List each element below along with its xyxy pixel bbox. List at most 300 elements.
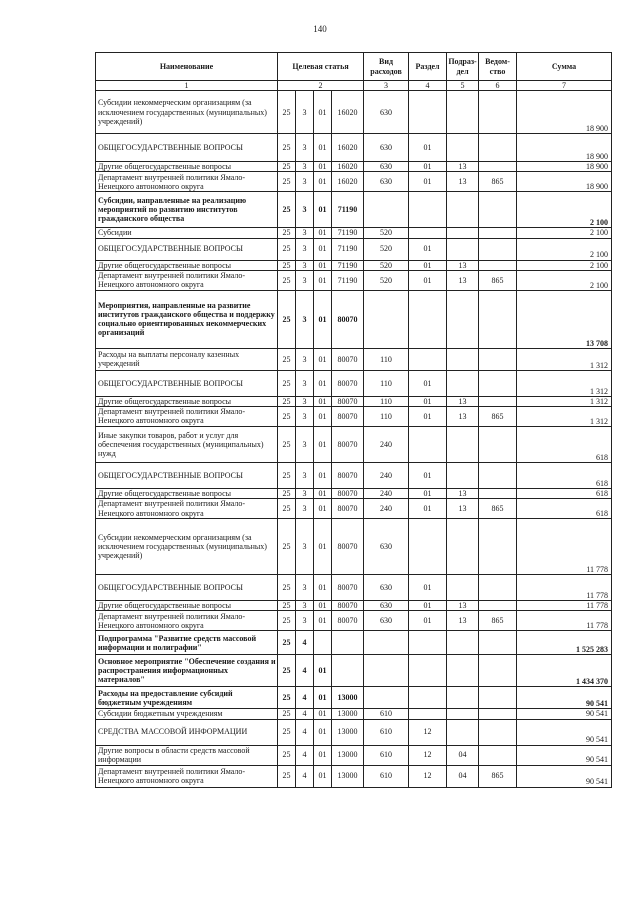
section-code: 01	[409, 134, 447, 162]
header-section: Раздел	[409, 53, 447, 81]
expense-type: 240	[364, 488, 409, 498]
target-code-1: 25	[278, 655, 296, 687]
subsection-code: 13	[447, 488, 479, 498]
target-code-4: 16020	[332, 91, 364, 134]
target-code-3: 01	[314, 91, 332, 134]
target-code-2: 3	[296, 488, 314, 498]
department-code	[479, 348, 517, 370]
amount: 18 900	[517, 172, 612, 192]
section-code: 12	[409, 719, 447, 745]
target-code-3: 01	[314, 611, 332, 631]
amount: 90 541	[517, 687, 612, 709]
department-code	[479, 192, 517, 228]
expense-type: 240	[364, 462, 409, 488]
subsection-code: 13	[447, 406, 479, 426]
department-code: 865	[479, 172, 517, 192]
target-code-1: 25	[278, 745, 296, 765]
page-number: 140	[313, 24, 327, 34]
target-code-1: 25	[278, 406, 296, 426]
expense-type: 110	[364, 370, 409, 396]
target-code-1: 25	[278, 290, 296, 348]
target-code-4	[332, 655, 364, 687]
row-name: Субсидии, направленные на реализацию мероприятий по развитию институтов гражданского общества	[96, 192, 278, 228]
department-code	[479, 687, 517, 709]
table-row	[96, 575, 612, 601]
expense-type: 520	[364, 238, 409, 260]
target-code-1: 25	[278, 228, 296, 238]
column-number: 4	[409, 81, 447, 91]
target-code-1: 25	[278, 765, 296, 787]
target-code-4: 80070	[332, 370, 364, 396]
target-code-3: 01	[314, 719, 332, 745]
department-code	[479, 462, 517, 488]
target-code-4: 16020	[332, 134, 364, 162]
target-code-2: 3	[296, 611, 314, 631]
row-name: ОБЩЕГОСУДАРСТВЕННЫЕ ВОПРОСЫ	[96, 134, 278, 162]
amount: 18 900	[517, 162, 612, 172]
row-name: Основное мероприятие "Обеспечение создания и распространения информационных материалов"	[96, 655, 278, 687]
subsection-code	[447, 519, 479, 575]
target-code-1: 25	[278, 396, 296, 406]
section-code: 01	[409, 462, 447, 488]
department-code	[479, 260, 517, 270]
row-name: Департамент внутренней политики Ямало-Ненецкого автономного округа	[96, 270, 278, 290]
target-code-3: 01	[314, 134, 332, 162]
expense-type: 630	[364, 134, 409, 162]
subsection-code: 13	[447, 260, 479, 270]
table-row	[96, 709, 612, 719]
target-code-3: 01	[314, 396, 332, 406]
department-code	[479, 370, 517, 396]
section-code: 01	[409, 499, 447, 519]
section-code	[409, 426, 447, 462]
target-code-2: 3	[296, 575, 314, 601]
target-code-2: 3	[296, 192, 314, 228]
row-name: Другие общегосударственные вопросы	[96, 260, 278, 270]
target-code-3: 01	[314, 655, 332, 687]
target-code-1: 25	[278, 192, 296, 228]
target-code-1: 25	[278, 91, 296, 134]
target-code-1: 25	[278, 238, 296, 260]
amount: 11 778	[517, 601, 612, 611]
target-code-2: 3	[296, 260, 314, 270]
target-code-4: 80070	[332, 406, 364, 426]
target-code-4: 71190	[332, 260, 364, 270]
expense-type: 630	[364, 601, 409, 611]
table-row	[96, 192, 612, 228]
section-code: 01	[409, 396, 447, 406]
amount: 90 541	[517, 709, 612, 719]
table-row	[96, 134, 612, 162]
target-code-4: 13000	[332, 709, 364, 719]
row-name: Субсидии некоммерческим организациям (за исключением государственных (муниципальных) учреждений)	[96, 519, 278, 575]
row-name: СРЕДСТВА МАССОВОЙ ИНФОРМАЦИИ	[96, 719, 278, 745]
target-code-3: 01	[314, 499, 332, 519]
target-code-3: 01	[314, 162, 332, 172]
target-code-1: 25	[278, 519, 296, 575]
column-number: 7	[517, 81, 612, 91]
target-code-4: 71190	[332, 238, 364, 260]
row-name: Департамент внутренней политики Ямало-Ненецкого автономного округа	[96, 611, 278, 631]
amount: 90 541	[517, 745, 612, 765]
department-code: 865	[479, 611, 517, 631]
department-code	[479, 238, 517, 260]
expense-type: 630	[364, 162, 409, 172]
target-code-3: 01	[314, 687, 332, 709]
table-row	[96, 488, 612, 498]
department-code: 865	[479, 765, 517, 787]
row-name: Департамент внутренней политики Ямало-Ненецкого автономного округа	[96, 406, 278, 426]
target-code-4: 80070	[332, 601, 364, 611]
amount: 90 541	[517, 765, 612, 787]
table-row	[96, 655, 612, 687]
department-code: 865	[479, 406, 517, 426]
section-code: 01	[409, 260, 447, 270]
subsection-code	[447, 370, 479, 396]
target-code-2: 3	[296, 162, 314, 172]
table-row	[96, 426, 612, 462]
target-code-3: 01	[314, 709, 332, 719]
subsection-code: 13	[447, 162, 479, 172]
target-code-1: 25	[278, 719, 296, 745]
subsection-code	[447, 348, 479, 370]
target-code-2: 3	[296, 396, 314, 406]
amount: 11 778	[517, 611, 612, 631]
section-code: 01	[409, 406, 447, 426]
table-row	[96, 499, 612, 519]
target-code-3: 01	[314, 238, 332, 260]
subsection-code	[447, 462, 479, 488]
row-name: Другие вопросы в области средств массовой информации	[96, 745, 278, 765]
table-row	[96, 519, 612, 575]
target-code-4: 16020	[332, 162, 364, 172]
section-code: 01	[409, 370, 447, 396]
target-code-2: 4	[296, 709, 314, 719]
amount: 11 778	[517, 519, 612, 575]
row-name: Департамент внутренней политики Ямало-Ненецкого автономного округа	[96, 499, 278, 519]
section-code	[409, 348, 447, 370]
expense-type	[364, 631, 409, 655]
target-code-4: 80070	[332, 575, 364, 601]
table-row	[96, 631, 612, 655]
table-row	[96, 406, 612, 426]
department-code	[479, 488, 517, 498]
table-row	[96, 719, 612, 745]
department-code: 865	[479, 270, 517, 290]
target-code-3: 01	[314, 290, 332, 348]
subsection-code	[447, 134, 479, 162]
target-code-1: 25	[278, 134, 296, 162]
header-target: Целевая статья	[278, 53, 364, 81]
section-code: 01	[409, 172, 447, 192]
amount: 1 312	[517, 370, 612, 396]
amount: 618	[517, 499, 612, 519]
table-row	[96, 270, 612, 290]
table-row	[96, 396, 612, 406]
target-code-4: 80070	[332, 462, 364, 488]
target-code-4: 71190	[332, 270, 364, 290]
header-dept: Ведом-ство	[479, 53, 517, 81]
target-code-4: 80070	[332, 290, 364, 348]
section-code: 01	[409, 238, 447, 260]
row-name: ОБЩЕГОСУДАРСТВЕННЫЕ ВОПРОСЫ	[96, 370, 278, 396]
expense-type: 630	[364, 519, 409, 575]
subsection-code	[447, 655, 479, 687]
target-code-3: 01	[314, 575, 332, 601]
target-code-3: 01	[314, 406, 332, 426]
department-code: 865	[479, 499, 517, 519]
table-row	[96, 172, 612, 192]
target-code-3: 01	[314, 488, 332, 498]
section-code: 01	[409, 488, 447, 498]
target-code-3: 01	[314, 519, 332, 575]
subsection-code: 13	[447, 396, 479, 406]
target-code-3: 01	[314, 462, 332, 488]
table-row	[96, 162, 612, 172]
section-code	[409, 655, 447, 687]
target-code-2: 4	[296, 719, 314, 745]
table-row	[96, 91, 612, 134]
amount: 1 525 283	[517, 631, 612, 655]
amount: 11 778	[517, 575, 612, 601]
amount: 90 541	[517, 719, 612, 745]
subsection-code	[447, 192, 479, 228]
column-number: 5	[447, 81, 479, 91]
row-name: Субсидии бюджетным учреждениям	[96, 709, 278, 719]
section-code	[409, 709, 447, 719]
table-row	[96, 745, 612, 765]
target-code-2: 4	[296, 631, 314, 655]
expense-type: 630	[364, 172, 409, 192]
expense-type: 630	[364, 91, 409, 134]
target-code-2: 3	[296, 426, 314, 462]
section-code	[409, 192, 447, 228]
amount: 618	[517, 426, 612, 462]
table-row	[96, 348, 612, 370]
expense-type	[364, 192, 409, 228]
row-name: Другие общегосударственные вопросы	[96, 601, 278, 611]
table-header-row	[96, 53, 612, 81]
target-code-1: 25	[278, 462, 296, 488]
amount: 1 312	[517, 406, 612, 426]
amount: 2 100	[517, 192, 612, 228]
table-row	[96, 462, 612, 488]
table-row	[96, 290, 612, 348]
amount: 1 434 370	[517, 655, 612, 687]
target-code-2: 3	[296, 499, 314, 519]
target-code-4: 80070	[332, 396, 364, 406]
column-number: 3	[364, 81, 409, 91]
target-code-4: 80070	[332, 348, 364, 370]
amount: 618	[517, 462, 612, 488]
department-code	[479, 519, 517, 575]
amount: 1 312	[517, 396, 612, 406]
target-code-1: 25	[278, 426, 296, 462]
department-code	[479, 631, 517, 655]
table-body	[96, 91, 612, 787]
row-name: Другие общегосударственные вопросы	[96, 396, 278, 406]
row-name: Иные закупки товаров, работ и услуг для обеспечения государственных (муниципальных) нужд	[96, 426, 278, 462]
target-code-4: 16020	[332, 172, 364, 192]
department-code	[479, 745, 517, 765]
subsection-code	[447, 290, 479, 348]
row-name: ОБЩЕГОСУДАРСТВЕННЫЕ ВОПРОСЫ	[96, 462, 278, 488]
section-code	[409, 228, 447, 238]
amount: 2 100	[517, 228, 612, 238]
target-code-3: 01	[314, 260, 332, 270]
target-code-2: 3	[296, 270, 314, 290]
section-code	[409, 290, 447, 348]
row-name: Расходы на выплаты персоналу казенных учреждений	[96, 348, 278, 370]
subsection-code	[447, 719, 479, 745]
department-code	[479, 655, 517, 687]
expense-type: 520	[364, 270, 409, 290]
target-code-2: 4	[296, 765, 314, 787]
department-code	[479, 709, 517, 719]
row-name: Другие общегосударственные вопросы	[96, 162, 278, 172]
expense-type: 110	[364, 406, 409, 426]
department-code	[479, 426, 517, 462]
expense-type: 110	[364, 396, 409, 406]
expense-type: 110	[364, 348, 409, 370]
target-code-2: 4	[296, 687, 314, 709]
target-code-1: 25	[278, 270, 296, 290]
department-code	[479, 134, 517, 162]
target-code-4: 71190	[332, 192, 364, 228]
expense-type: 630	[364, 575, 409, 601]
table-row	[96, 611, 612, 631]
target-code-3: 01	[314, 370, 332, 396]
target-code-3: 01	[314, 270, 332, 290]
row-name: Департамент внутренней политики Ямало-Ненецкого автономного округа	[96, 172, 278, 192]
table-row	[96, 687, 612, 709]
department-code	[479, 228, 517, 238]
target-code-4	[332, 631, 364, 655]
subsection-code	[447, 631, 479, 655]
target-code-2: 3	[296, 601, 314, 611]
expense-type: 240	[364, 499, 409, 519]
target-code-2: 3	[296, 462, 314, 488]
row-name: Мероприятия, направленные на развитие институтов гражданского общества и поддержку социально ориентированных некоммерческих организаций	[96, 290, 278, 348]
department-code	[479, 719, 517, 745]
row-name: Субсидии некоммерческим организациям (за исключением государственных (муниципальных) учреждений)	[96, 91, 278, 134]
target-code-2: 4	[296, 655, 314, 687]
subsection-code: 13	[447, 611, 479, 631]
target-code-1: 25	[278, 631, 296, 655]
expense-type: 610	[364, 719, 409, 745]
expense-type: 630	[364, 611, 409, 631]
amount: 2 100	[517, 270, 612, 290]
section-code	[409, 519, 447, 575]
expense-type: 520	[364, 260, 409, 270]
amount: 18 900	[517, 134, 612, 162]
amount: 2 100	[517, 260, 612, 270]
target-code-2: 3	[296, 370, 314, 396]
target-code-1: 25	[278, 488, 296, 498]
expense-type: 610	[364, 765, 409, 787]
target-code-1: 25	[278, 601, 296, 611]
table-row	[96, 765, 612, 787]
amount: 1 312	[517, 348, 612, 370]
target-code-3: 01	[314, 601, 332, 611]
expense-type: 610	[364, 745, 409, 765]
target-code-1: 25	[278, 709, 296, 719]
target-code-1: 25	[278, 575, 296, 601]
target-code-2: 3	[296, 172, 314, 192]
subsection-code	[447, 709, 479, 719]
target-code-2: 3	[296, 348, 314, 370]
subsection-code	[447, 91, 479, 134]
expense-type	[364, 290, 409, 348]
subsection-code	[447, 228, 479, 238]
section-code: 12	[409, 765, 447, 787]
target-code-1: 25	[278, 687, 296, 709]
budget-table	[95, 52, 612, 788]
amount: 2 100	[517, 238, 612, 260]
expense-type: 610	[364, 709, 409, 719]
target-code-4: 80070	[332, 519, 364, 575]
subsection-code: 04	[447, 745, 479, 765]
target-code-4: 13000	[332, 765, 364, 787]
row-name: Подпрограмма "Развитие средств массовой информации и полиграфии"	[96, 631, 278, 655]
row-name: Расходы на предоставление субсидий бюджетным учреждениям	[96, 687, 278, 709]
section-code: 01	[409, 601, 447, 611]
target-code-2: 3	[296, 134, 314, 162]
target-code-1: 25	[278, 172, 296, 192]
column-number: 1	[96, 81, 278, 91]
target-code-3: 01	[314, 228, 332, 238]
amount: 13 708	[517, 290, 612, 348]
expense-type	[364, 655, 409, 687]
header-subsection: Подраз-дел	[447, 53, 479, 81]
section-code	[409, 91, 447, 134]
target-code-1: 25	[278, 162, 296, 172]
subsection-code: 13	[447, 172, 479, 192]
section-code: 01	[409, 162, 447, 172]
target-code-4: 80070	[332, 426, 364, 462]
column-number: 6	[479, 81, 517, 91]
section-code: 01	[409, 270, 447, 290]
target-code-3: 01	[314, 192, 332, 228]
target-code-4: 80070	[332, 488, 364, 498]
table-row	[96, 260, 612, 270]
row-name: Другие общегосударственные вопросы	[96, 488, 278, 498]
subsection-code: 13	[447, 270, 479, 290]
target-code-3: 01	[314, 172, 332, 192]
target-code-2: 4	[296, 745, 314, 765]
table-row	[96, 601, 612, 611]
department-code	[479, 91, 517, 134]
target-code-2: 3	[296, 406, 314, 426]
header-type: Вид расходов	[364, 53, 409, 81]
target-code-1: 25	[278, 499, 296, 519]
department-code	[479, 575, 517, 601]
target-code-4: 13000	[332, 719, 364, 745]
target-code-3	[314, 631, 332, 655]
row-name: ОБЩЕГОСУДАРСТВЕННЫЕ ВОПРОСЫ	[96, 575, 278, 601]
expense-type: 520	[364, 228, 409, 238]
department-code	[479, 601, 517, 611]
section-code: 01	[409, 611, 447, 631]
subsection-code: 04	[447, 765, 479, 787]
target-code-1: 25	[278, 260, 296, 270]
target-code-2: 3	[296, 228, 314, 238]
target-code-1: 25	[278, 370, 296, 396]
section-code: 01	[409, 575, 447, 601]
target-code-1: 25	[278, 348, 296, 370]
subsection-code	[447, 687, 479, 709]
target-code-4: 80070	[332, 611, 364, 631]
